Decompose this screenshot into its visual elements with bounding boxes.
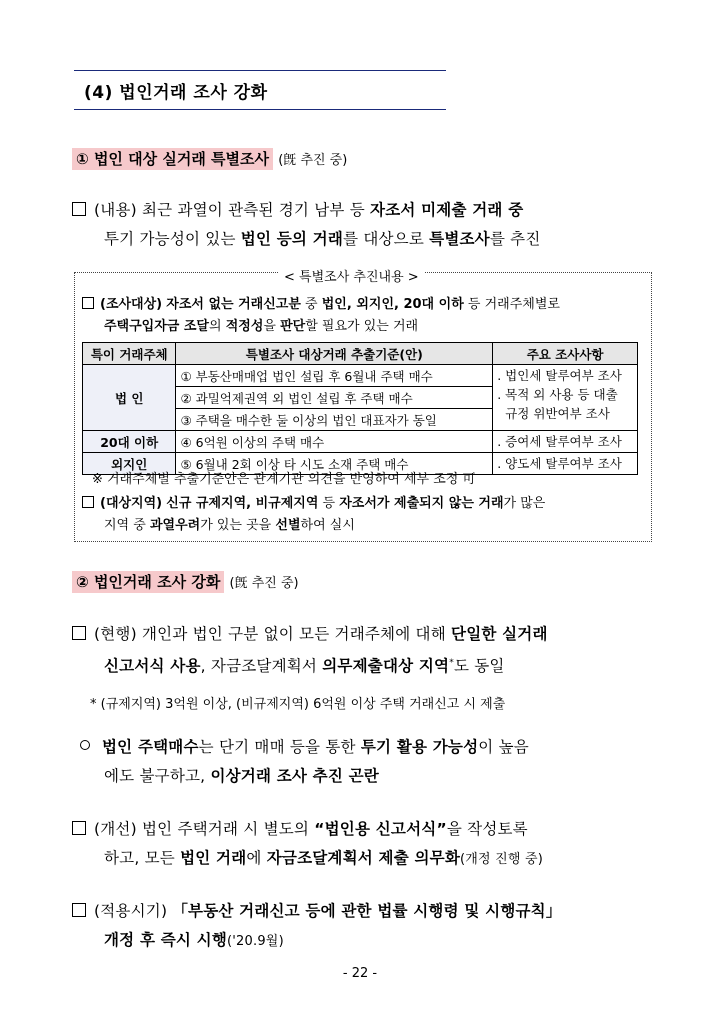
- target-region: (대상지역) 신규 규제지역, 비규제지역 등 자조서가 제출되지 않는 거래가 많은 지역 중 과열우려가 있는 곳을 선별하여 실시: [82, 493, 545, 537]
- table-header-row: [83, 343, 638, 365]
- subsection-2-title: 법인거래 조사 강화: [93, 573, 221, 591]
- content-paragraph: (내용) 최근 과열이 관측된 경기 남부 등 자조서 미제출 거래 중 투기 가능성이 있는 법인 등의 거래를 대상으로 특별조사를 추진: [72, 196, 541, 254]
- improvement-paragraph: (개선) 법인 주택거래 시 별도의 “법인용 신고서식”을 작성토록 하고, 모든 법인 거래에 자금조달계획서 제출 의무화(개정 진행 중): [72, 815, 543, 874]
- subsection-1-status: (旣 추진 중): [278, 153, 348, 168]
- checkbox-square-icon: [82, 496, 94, 508]
- criteria-cell: ③ 주택을 매수한 둘 이상의 법인 대표자가 동일: [176, 409, 493, 431]
- subsection-2-number: ②: [76, 573, 89, 591]
- items-cell: . 양도세 탈루여부 조사: [493, 453, 638, 475]
- entity-twenties: 20대 이하: [83, 431, 176, 453]
- items-cell: . 법인세 탈루여부 조사 . 목적 외 사용 등 대출 규정 위반여부 조사: [493, 365, 638, 431]
- checkbox-square-icon: [72, 821, 86, 835]
- subsection-1-number: ①: [76, 150, 89, 168]
- section-title: (4) 법인거래 조사 강화: [84, 83, 268, 103]
- current-paragraph: (현행) 개인과 법인 구분 없이 모든 거래주체에 대해 단일한 실거래 신고서식 사용, 자금조달계획서 의무제출대상 지역*도 동일: [72, 620, 548, 681]
- checkbox-square-icon: [72, 202, 86, 216]
- criteria-cell: ④ 6억원 이상의 주택 매수: [176, 431, 493, 453]
- table-note: ※ 거래주체별 추출기준안은 관계기관 의견을 반영하여 세부 조정 可: [92, 472, 476, 487]
- box-title: < 특별조사 추진내용 >: [278, 266, 425, 285]
- table-row: [83, 431, 638, 453]
- criteria-cell: ② 과밀억제권역 외 법인 설립 후 주택 매수: [176, 387, 493, 409]
- checkbox-square-icon: [72, 903, 86, 917]
- table-row: [83, 365, 638, 387]
- subsection-1-title: 법인 대상 실거래 특별조사: [93, 150, 269, 168]
- entity-corporate: 법 인: [83, 365, 176, 431]
- checkbox-square-icon: [72, 626, 86, 640]
- subsection-2-status: (旣 추진 중): [229, 576, 299, 591]
- checkbox-square-icon: [82, 297, 94, 309]
- criteria-cell: ⑤ 6월내 2회 이상 타 시도 소재 주택 매수: [176, 453, 493, 475]
- header-criteria: 특별조사 대상거래 추출기준(안): [176, 343, 493, 365]
- entity-nonresident: 외지인: [83, 453, 176, 475]
- timing-paragraph: (적용시기) 「부동산 거래신고 등에 관한 법률 시행령 및 시행규칙」 개정 후 즉시 시행('20.9월): [72, 897, 562, 956]
- criteria-table: [82, 342, 638, 475]
- page-number: - 22 -: [342, 966, 378, 981]
- items-cell: . 증여세 탈루여부 조사: [493, 431, 638, 453]
- investigation-target: (조사대상) 자조서 없는 거래신고분 중 법인, 외지인, 20대 이하 등 거래주체별로 주택구입자금 조달의 적정성을 판단할 필요가 있는 거래: [82, 294, 560, 338]
- subsection-1-heading: [68, 146, 353, 171]
- header-items: 주요 조사사항: [493, 343, 638, 365]
- issue-paragraph: 법인 주택매수는 단기 매매 등을 통한 투기 활용 가능성이 높음 에도 불구하고, 이상거래 조사 추진 곤란: [80, 733, 529, 791]
- circle-bullet-icon: [80, 740, 90, 750]
- footnote: * (규제지역) 3억원 이상, (비규제지역) 6억원 이상 주택 거래신고 시 제출: [90, 697, 506, 712]
- criteria-cell: ① 부동산매매업 법인 설립 후 6월내 주택 매수: [176, 365, 493, 387]
- header-entity: 특이 거래주체: [83, 343, 176, 365]
- subsection-2-heading: [68, 569, 305, 594]
